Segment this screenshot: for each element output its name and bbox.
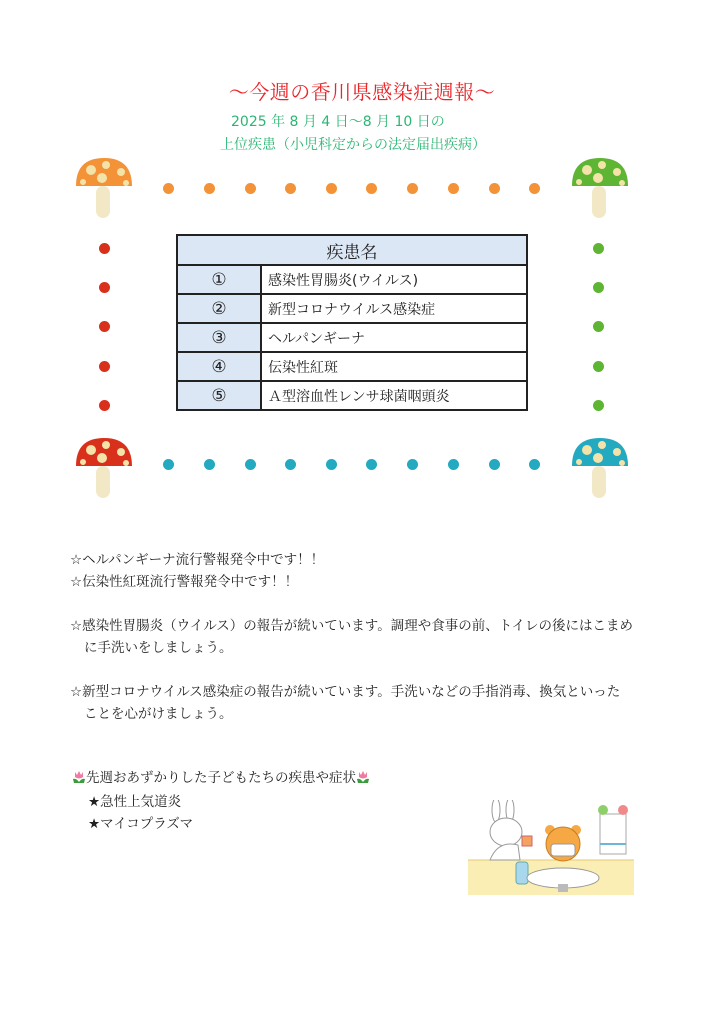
last-week-item: ★急性上気道炎 <box>88 794 182 810</box>
dot <box>593 282 604 293</box>
table-header: 疾患名 <box>177 235 527 265</box>
disease-ranking-table <box>176 234 528 411</box>
dot <box>326 183 337 194</box>
dot <box>366 183 377 194</box>
handwashing-illustration <box>468 800 634 895</box>
dot <box>99 243 110 254</box>
dot <box>593 361 604 372</box>
dot <box>285 183 296 194</box>
rank-cell: ④ <box>177 352 261 381</box>
last-week-heading-text: 先週おあずかりした子どもたちの疾患や症状 <box>86 770 356 786</box>
rank-cell: ③ <box>177 323 261 352</box>
note-covid-line1: ☆新型コロナウイルス感染症の報告が続いています。手洗いなどの手指消毒、換気といった <box>70 684 621 700</box>
teal-mushroom-icon <box>570 436 630 498</box>
table-header-row <box>177 235 527 265</box>
dot <box>326 459 337 470</box>
tulip-icon <box>356 770 370 784</box>
table-row <box>177 265 527 294</box>
report-period: 2025 年 8 月 4 日～8 月 10 日の <box>231 114 445 130</box>
green-mushroom-icon <box>570 156 630 218</box>
dot <box>593 321 604 332</box>
rank-cell: ② <box>177 294 261 323</box>
rank-cell: ① <box>177 265 261 294</box>
dot <box>204 183 215 194</box>
dot <box>489 183 500 194</box>
tulip-icon <box>72 770 86 784</box>
disease-cell: ヘルパンギーナ <box>261 323 527 352</box>
dot <box>593 400 604 411</box>
dot <box>529 183 540 194</box>
note-gastroenteritis-line1: ☆感染性胃腸炎（ウイルス）の報告が続いています。調理や食事の前、トイレの後にはこまめ <box>70 618 634 634</box>
table-row <box>177 381 527 410</box>
report-subtitle: 上位疾患（小児科定からの法定届出疾病） <box>220 137 486 153</box>
disease-cell: Ａ型溶血性レンサ球菌咽頭炎 <box>261 381 527 410</box>
table-row <box>177 294 527 323</box>
table-row <box>177 352 527 381</box>
dot <box>448 459 459 470</box>
disease-cell: 新型コロナウイルス感染症 <box>261 294 527 323</box>
dot <box>489 459 500 470</box>
dot <box>529 459 540 470</box>
dot <box>593 243 604 254</box>
dot <box>407 183 418 194</box>
table-row <box>177 323 527 352</box>
disease-cell: 伝染性紅斑 <box>261 352 527 381</box>
alert-herpangina: ☆ヘルパンギーナ流行警報発令中です！！ <box>70 552 325 568</box>
dot <box>245 183 256 194</box>
last-week-item: ★マイコプラズマ <box>88 816 194 832</box>
dot <box>99 282 110 293</box>
dot <box>204 459 215 470</box>
dot <box>366 459 377 470</box>
page-title: ～今週の香川県感染症週報～ <box>228 80 496 104</box>
dot <box>99 321 110 332</box>
dot <box>245 459 256 470</box>
dot <box>163 183 174 194</box>
note-gastroenteritis-line2: に手洗いをしましょう。 <box>84 640 233 656</box>
dot <box>163 459 174 470</box>
dot <box>285 459 296 470</box>
note-covid-line2: ことを心がけましょう。 <box>84 706 233 722</box>
alert-erythema: ☆伝染性紅斑流行警報発令中です！！ <box>70 574 299 590</box>
orange-mushroom-icon <box>74 156 134 218</box>
dot <box>99 361 110 372</box>
dot <box>407 459 418 470</box>
last-week-heading <box>72 766 370 786</box>
rank-cell: ⑤ <box>177 381 261 410</box>
dot <box>448 183 459 194</box>
disease-cell: 感染性胃腸炎(ウイルス) <box>261 265 527 294</box>
dot <box>99 400 110 411</box>
red-mushroom-icon <box>74 436 134 498</box>
